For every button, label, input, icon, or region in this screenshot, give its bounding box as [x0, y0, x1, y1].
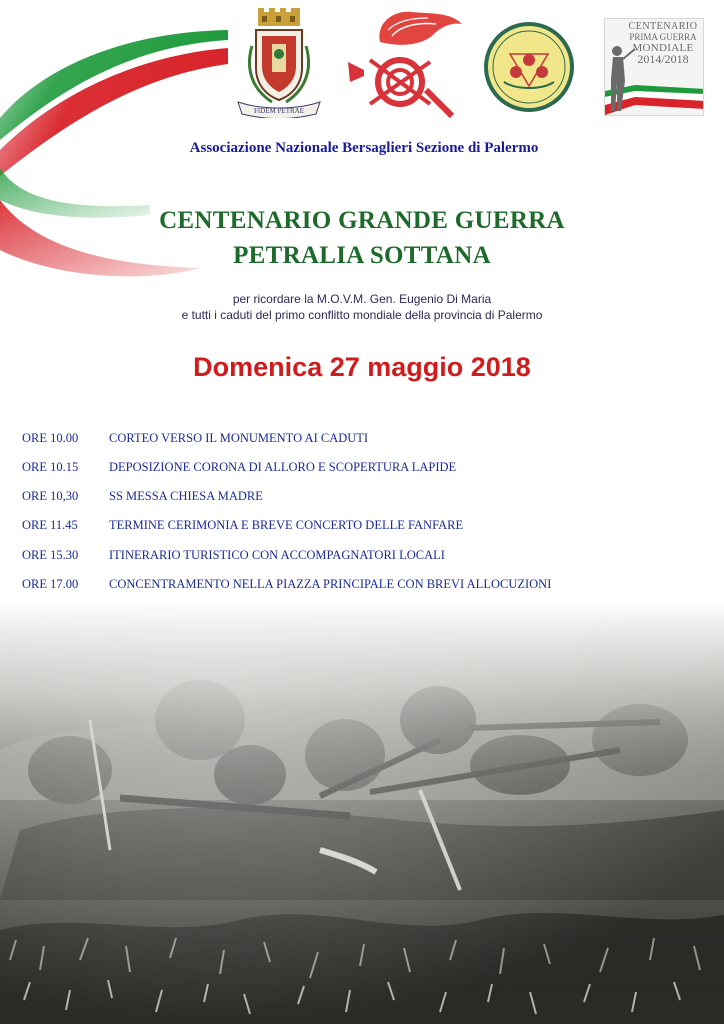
title-line-2: PETRALIA SOTTANA	[233, 242, 491, 269]
schedule-row	[0, 548, 724, 566]
centenario-line2: PRIMA GUERRA	[629, 32, 697, 42]
soldiers-photo	[0, 600, 724, 1024]
schedule-desc: SS MESSA CHIESA MADRE	[109, 489, 263, 503]
crest-motto: FIDEM PETRAE	[254, 107, 304, 115]
centenario-line1: CENTENARIO	[628, 21, 698, 32]
schedule-time: ORE 10,30	[22, 489, 79, 503]
association-seal	[482, 20, 576, 114]
schedule-desc: CORTEO VERSO IL MONUMENTO AI CADUTI	[109, 431, 369, 445]
schedule-time: ORE 17.00	[22, 577, 79, 591]
centenario-logo	[604, 18, 704, 116]
schedule-desc: CONCENTRAMENTO NELLA PIAZZA PRINCIPALE CON BREVI ALLOCUZIONI	[109, 577, 552, 591]
schedule-time: ORE 11.45	[22, 518, 78, 532]
schedule-desc: TERMINE CERIMONIA E BREVE CONCERTO DELLE FANFARE	[109, 518, 464, 532]
subtitle-line-1: per ricordare la M.O.V.M. Gen. Eugenio Di Maria	[232, 292, 492, 306]
schedule-row	[0, 577, 724, 595]
schedule-time: ORE 15.30	[22, 548, 79, 562]
event-date: Domenica 27 maggio 2018	[193, 352, 531, 382]
subtitle-line-2: e tutti i caduti del primo conflitto mondiale della provincia di Palermo	[181, 308, 543, 322]
schedule-row	[0, 431, 724, 449]
schedule-time: ORE 10.00	[22, 431, 79, 445]
centenario-line4: 2014/2018	[637, 52, 689, 66]
schedule-row	[0, 489, 724, 507]
centenario-text	[623, 21, 703, 65]
organizer-heading: Associazione Nazionale Bersaglieri Sezione di Palermo	[189, 140, 539, 156]
bersaglieri-emblem	[340, 4, 468, 122]
crest-logo	[232, 6, 326, 118]
schedule-desc: DEPOSIZIONE CORONA DI ALLORO E SCOPERTURA LAPIDE	[109, 460, 457, 474]
schedule-row	[0, 460, 724, 478]
schedule-row	[0, 518, 724, 536]
centenario-line3: MONDIALE	[632, 42, 694, 54]
schedule-desc: ITINERARIO TURISTICO CON ACCOMPAGNATORI LOCALI	[109, 548, 445, 562]
title-line-1: CENTENARIO GRANDE GUERRA	[159, 207, 565, 234]
schedule-time: ORE 10.15	[22, 460, 79, 474]
